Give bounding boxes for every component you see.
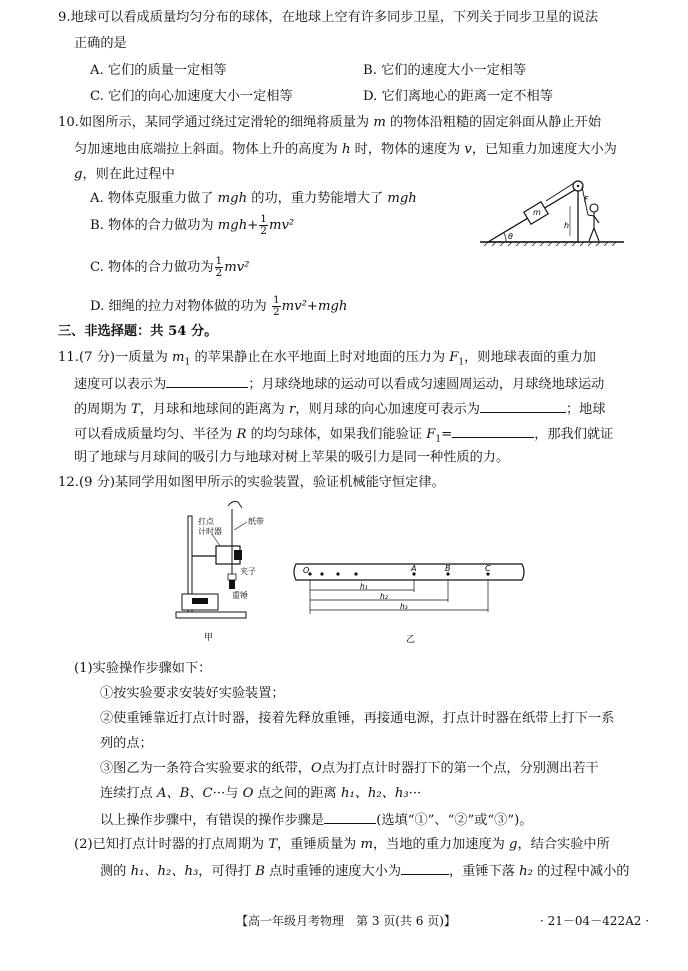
tape-dimension-lines [310, 580, 488, 614]
q11-line5: 明了地球与月球间的吸引力与地球对树上苹果的吸引力是同一种性质的力。 [74, 450, 510, 465]
q12-blank-error-step[interactable] [324, 810, 376, 824]
q10-stem-line2: 匀加速地由底端拉上斜面。物体上升的高度为 h 时，物体的速度为 v，已知重力加速度大小为 [74, 142, 617, 157]
footer-page-info: 【高一年级月考物理 第 3 页(共 6 页)】 [236, 914, 456, 928]
q9-option-a: A. 它们的质量一定相等 [90, 63, 227, 78]
q12-tape-figure [290, 556, 530, 646]
label-tape: 纸带 [248, 517, 264, 526]
q10-stem-line3: g，则在此过程中 [74, 167, 175, 182]
q10-option-c: C. 物体的合力做功为 $\frac{1}{2}$ mv² [90, 255, 250, 279]
label-timer-2: 计时器 [198, 527, 222, 536]
q12-part1-intro: (1)实验操作步骤如下： [74, 661, 212, 676]
q12-part2-line2: 测的 h₁、h₂、h₃，可得打 B 点时重锤的速度大小为 ，重锤下落 h₂ 的过程中减小的 [100, 861, 629, 881]
clip [228, 574, 236, 580]
tape-h2: h₂ [380, 592, 388, 601]
label-timer-1: 打点 [198, 517, 214, 526]
q11-line1: 11.(7 分)一质量为 $m_1$ 的苹果静止在水平地面上时对地面的压力为 $F_1$，则地球表面的重力加 [58, 350, 596, 368]
hand-icon [228, 502, 242, 509]
weight [229, 580, 235, 589]
person-figure [588, 204, 599, 241]
label-yi: 乙 [406, 635, 416, 645]
stand-base [176, 612, 246, 618]
q10-stem-line1: 10.如图所示，某同学通过绕过定滑轮的细绳将质量为 m 的物体沿粗糙的固定斜面从静止开始 [58, 115, 602, 130]
label-weight: 重锤 [232, 591, 248, 600]
footer-code: · 21－04－422A2 · [540, 914, 650, 928]
tape-h3: h₃ [400, 602, 408, 611]
q12-step3-line1: ③图乙为一条符合实验要求的纸带，O点为打点计时器打下的第一个点，分别测出若干 [100, 761, 599, 776]
q12-line1: 12.(9 分)某同学用如图甲所示的实验装置，验证机械能守恒定律。 [58, 475, 445, 490]
q9-option-b: B. 它们的速度大小一定相等 [363, 63, 527, 78]
q12-error-step: 以上操作步骤中，有错误的操作步骤是 (选填“①”、“②”或“③”)。 [100, 810, 532, 830]
q11-line3: 的周期为 T，月球和地球间的距离为 r，则月球的向心加速度可表示为 ；地球 [74, 399, 606, 419]
timer-coil [234, 550, 242, 560]
force-F-label: F [584, 195, 589, 204]
tape-h1: h₁ [360, 582, 368, 591]
q12-step2-line1: ②使重锤靠近打点计时器，接着先释放重锤，再接通电源，打点计时器在纸带上打下一系 [100, 711, 615, 726]
q11-blank-2[interactable] [480, 399, 566, 413]
q9-option-d: D. 它们离地心的距离一定不相等 [363, 89, 553, 104]
block-m-label: m [533, 208, 541, 217]
q12-apparatus-figure [168, 494, 278, 644]
tape-point-C: C [485, 564, 491, 573]
label-clip: 夹子 [240, 567, 256, 576]
q9-stem-line1: 9.地球可以看成质量均匀分布的球体，在地球上空有许多同步卫星，下列关于同步卫星的说法 [58, 10, 599, 25]
tape-point-B: B [445, 564, 451, 573]
power-switch [192, 598, 208, 604]
tape-point-O: O [303, 566, 310, 575]
pulley-axle [577, 185, 579, 187]
tape-point-A: A [411, 564, 417, 573]
label-jia: 甲 [204, 633, 214, 643]
q9-option-c: C. 它们的向心加速度大小一定相等 [90, 89, 293, 104]
q11-line4: 可以看成质量均匀、半径为 R 的均匀球体，如果我们能验证 $F_1=$ ，那我们就证 [74, 424, 613, 444]
q11-blank-1[interactable] [166, 374, 248, 388]
height-h-label: h [564, 221, 570, 230]
q11-blank-3[interactable] [452, 424, 534, 438]
theta-label: θ [508, 232, 513, 241]
angle-arc [504, 233, 506, 242]
q12-step1: ①按实验要求安装好实验装置； [100, 686, 285, 701]
q12-step2-line2: 列的点； [100, 736, 153, 751]
q12-step3-line2: 连续打点 A、B、C···与 O 点之间的距离 h₁、h₂、h₃··· [100, 786, 422, 801]
q10-option-d: D. 细绳的拉力对物体做的功为 $\frac{1}{2}$ mv²+mgh [90, 294, 348, 318]
q9-stem-line2: 正确的是 [74, 36, 127, 51]
section-3-heading: 三、非选择题：共 54 分。 [58, 324, 218, 339]
q10-option-b: B. 物体的合力做功为 mgh+ $\frac{1}{2}$ mv² [90, 213, 295, 237]
q10-incline-figure [478, 170, 628, 250]
q12-part2-line1: (2)已知打点计时器的打点周期为 T，重锤质量为 m，当地的重力加速度为 g，结合实验中所 [74, 837, 610, 852]
q11-line2: 速度可以表示为 ；月球绕地球的运动可以看成匀速圆周运动，月球绕地球运动 [74, 374, 604, 394]
q10-option-a: A. 物体克服重力做了 mgh 的功，重力势能增大了 mgh [90, 191, 417, 206]
q12-blank-velocity[interactable] [401, 861, 449, 875]
